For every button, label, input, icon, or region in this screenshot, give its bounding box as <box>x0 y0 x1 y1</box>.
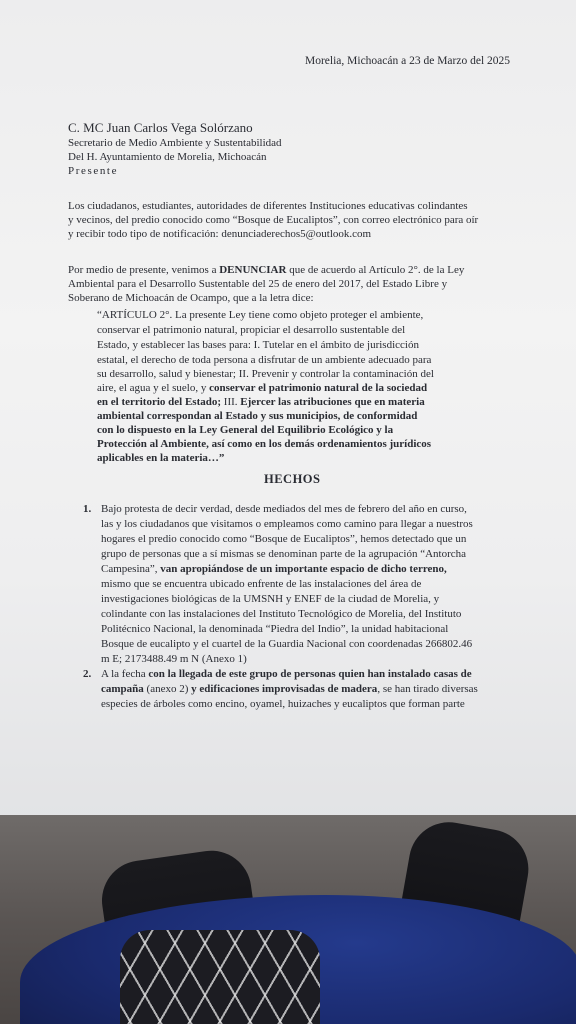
quote-line-11: aplicables en la materia…” <box>97 452 225 464</box>
denuncia-line-2: Ambiental para el Desarrollo Sustentable del 25 de enero del 2017, del Estado Libre y <box>68 278 448 290</box>
quote-line-7 <box>97 396 425 409</box>
denuncia-line-1 <box>68 264 464 277</box>
hecho-bold: van apropiándose de un importante espacio de dicho terreno, <box>160 563 447 575</box>
hecho-1-line-11: m E; 2173488.49 m N (Anexo 1) <box>101 653 247 665</box>
quote-line-8: ambiental correspondan al Estado y sus municipios, de conformidad <box>97 410 418 422</box>
hechos-heading: HECHOS <box>264 472 321 486</box>
presente-line: Presente <box>68 165 119 177</box>
quote-line-9: con lo dispuesto en la Ley General del Equilibrio Ecológico y la <box>97 424 394 436</box>
hecho-2-line-2 <box>101 683 478 696</box>
addressee-title: Secretario de Medio Ambiente y Sustentabilidad <box>68 137 282 149</box>
hecho-text: A la fecha <box>101 668 149 680</box>
quote-text: aire, el agua y el suelo, y <box>97 382 210 394</box>
quote-bold: conservar el patrimonio natural de la sociedad <box>209 382 428 394</box>
hecho-1-line-3: hogares el predio conocido como “Bosque de Eucaliptos”, hemos detectado que un <box>101 533 467 545</box>
hecho-1-line-1: Bajo protesta de decir verdad, desde mediados del mes de febrero del año en curso, <box>101 503 467 515</box>
intro-line-1: Los ciudadanos, estudiantes, autoridades de diferentes Instituciones educativas colindantes <box>68 200 468 212</box>
addressee-name: C. MC Juan Carlos Vega Solórzano <box>68 120 253 135</box>
hecho-text: (anexo 2) <box>143 683 192 695</box>
hecho-2-line-1 <box>101 668 472 681</box>
denuncia-bold: DENUNCIAR <box>219 264 287 276</box>
denuncia-text: Por medio de presente, venimos a <box>68 264 220 276</box>
hecho-1-line-6: mismo que se encuentra ubicado enfrente de las instalaciones del área de <box>101 578 422 590</box>
denuncia-line-3: Soberano de Michoacán de Ocampo, que a la letra dice: <box>68 292 314 304</box>
quote-bold: Ejercer las atribuciones que en materia <box>240 396 425 408</box>
quote-line-2: conservar el patrimonio natural, propiciar el desarrollo sustentable del <box>97 324 406 336</box>
intro-line-3: y recibir todo tipo de notificación: denunciaderechos5@outlook.com <box>68 228 372 240</box>
hecho-1-line-10: Bosque de eucalipto y el cuartel de la Guardia Nacional con coordenadas 266802.46 <box>101 638 473 650</box>
place-date: Morelia, Michoacán a 23 de Marzo del 2025 <box>305 55 511 67</box>
quote-text: III. <box>221 396 241 408</box>
quote-line-1: “ARTÍCULO 2°. La presente Ley tiene como objeto proteger el ambiente, <box>97 309 424 321</box>
hecho-bold: y edificaciones improvisadas de madera <box>191 683 378 695</box>
addressee-institution: Del H. Ayuntamiento de Morelia, Michoacán <box>68 151 267 163</box>
hecho-1-line-8: colindante con las instalaciones del Instituto Tecnológico de Morelia, del Instituto <box>101 608 462 620</box>
hecho-bold: con la llegada de este grupo de personas quien han instalado casas de <box>148 668 472 680</box>
quote-line-10: Protección al Ambiente, así como en los demás ordenamientos jurídicos <box>97 438 432 450</box>
floor-background <box>0 815 576 1024</box>
quote-line-6 <box>97 382 427 395</box>
hecho-1-line-9: Politécnico Nacional, la denominada “Piedra del Indio”, la unidad habitacional <box>101 623 449 635</box>
hecho-1-number: 1. <box>83 503 92 515</box>
patterned-fabric <box>120 930 320 1024</box>
hecho-1-line-7: investigaciones biológicas de la UMSNH y ENEF de la ciudad de Morelia, y <box>101 593 440 605</box>
intro-line-2: y vecinos, del predio conocido como “Bosque de Eucaliptos”, con correo electrónico para oír <box>68 214 479 226</box>
hecho-1-line-5 <box>101 563 447 576</box>
quote-line-5: su desarrollo, salud y bienestar; II. Prevenir y controlar la contaminación del <box>97 368 434 380</box>
hecho-1-line-2: las y los ciudadanos que visitamos o empleamos como camino para llegar a nuestros <box>101 518 473 530</box>
quote-line-4: estatal, el derecho de toda persona a disfrutar de un ambiente adecuado para <box>97 354 432 366</box>
hecho-text: , se han tirado diversas <box>377 683 478 695</box>
hecho-2-line-3: especies de árboles como encino, oyamel, huizaches y eucaliptos que forman parte <box>101 698 465 710</box>
hecho-1-line-4: grupo de personas que a sí mismas se denominan parte de la agrupación “Antorcha <box>101 548 467 560</box>
quote-bold: en el territorio del Estado; <box>97 396 222 408</box>
hecho-bold: campaña <box>101 683 144 695</box>
quote-line-3: Estado, y establecer las bases para: I. Tutelar en el ámbito de jurisdicción <box>97 339 419 351</box>
hecho-2-number: 2. <box>83 668 92 680</box>
denuncia-text-cont: que de acuerdo al Artículo 2°. de la Ley <box>286 264 465 276</box>
hecho-text: Campesina”, <box>101 563 161 575</box>
